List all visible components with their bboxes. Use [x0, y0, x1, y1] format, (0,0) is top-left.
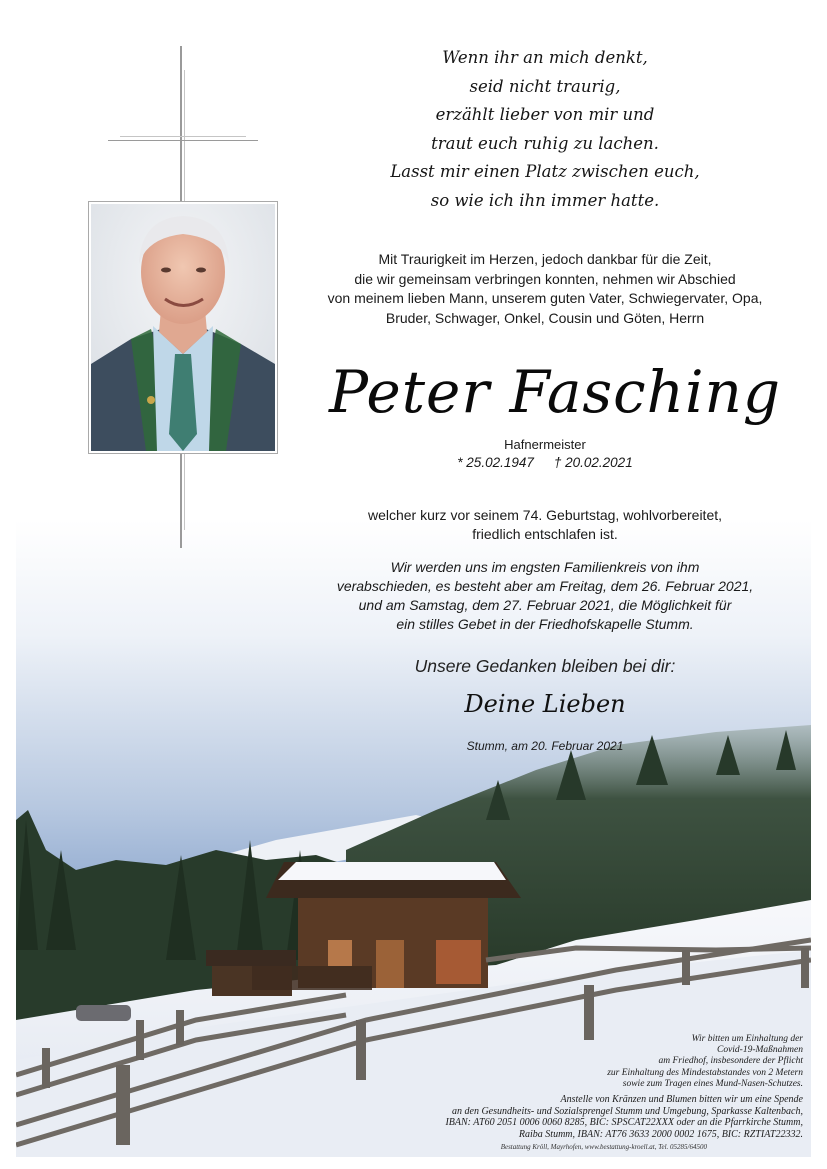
covid-notice	[383, 1034, 803, 1090]
intro-line: Mit Traurigkeit im Herzen, jedoch dankbar für die Zeit,	[378, 251, 712, 267]
poem-line: traut euch ruhig zu lachen.	[431, 133, 659, 153]
farewell-line: ein stilles Gebet in der Friedhofskapelle Stumm.	[396, 616, 694, 632]
farewell-line: Wir werden uns im engsten Familienkreis von ihm	[390, 559, 700, 575]
loved-ones-signature: Deine Lieben	[464, 690, 626, 718]
poem-line: Lasst mir einen Platz zwischen euch,	[390, 162, 700, 181]
intro-text	[300, 250, 790, 328]
portrait-photo	[88, 201, 278, 454]
donation-line: an den Gesundheits- und Sozialsprengel Stumm und Umgebung, Sparkasse Kaltenbach,	[452, 1105, 803, 1117]
death-date: † 20.02.2021	[553, 455, 633, 470]
farewell-line: verabschieden, es besteht aber am Freitag, dem 26. Februar 2021,	[336, 578, 754, 594]
poem-line: so wie ich ihn immer hatte.	[430, 190, 660, 210]
donation-notice	[303, 1094, 803, 1140]
deceased-name: Peter Fasching	[328, 358, 782, 426]
intro-line: von meinem lieben Mann, unserem guten Vater, Schwiegervater, Opa,	[327, 290, 763, 306]
covid-line: Covid-19-Maßnahmen	[716, 1045, 803, 1056]
farewell-line: und am Samstag, dem 27. Februar 2021, die Möglichkeit für	[358, 597, 732, 613]
poem-line: Wenn ihr an mich denkt,	[442, 48, 648, 67]
profession: Hafnermeister	[504, 437, 586, 452]
thoughts-line: Unsere Gedanken bleiben bei dir:	[414, 656, 676, 676]
covid-line: Wir bitten um Einhaltung der	[691, 1034, 803, 1044]
poem-line: erzählt lieber von mir und	[435, 105, 655, 124]
donation-line: IBAN: AT60 2051 0006 0060 8285, BIC: SPSCAT22XXX oder an die Pfarrkirche Stumm,	[445, 1117, 803, 1128]
covid-line: sowie zum Tragen eines Mund-Nasen-Schutzes.	[622, 1078, 803, 1089]
place-and-date: Stumm, am 20. Februar 2021	[466, 739, 624, 753]
passed-line: friedlich entschlafen ist.	[472, 526, 618, 542]
portrait-image	[91, 204, 275, 451]
donation-line: Raiba Stumm, IBAN: AT76 3633 2000 0002 1675, BIC: RZTIAT22332.	[518, 1128, 803, 1140]
poem	[330, 44, 760, 215]
birth-date: * 25.02.1947	[457, 455, 534, 470]
covid-line: am Friedhof, insbesondere der Pflicht	[658, 1056, 803, 1067]
passed-text	[320, 506, 770, 544]
donation-line: Anstelle von Kränzen und Blumen bitten wir um eine Spende	[560, 1094, 803, 1105]
life-dates	[380, 454, 710, 471]
intro-line: die wir gemeinsam verbringen konnten, nehmen wir Abschied	[354, 270, 736, 287]
intro-line: Bruder, Schwager, Onkel, Cousin und Göten, Herrn	[385, 309, 705, 326]
funeral-home-footer: Bestattung Kröll, Mayrhofen, www.bestattung-kroell.at, Tel. 05285/64500	[500, 1143, 707, 1151]
passed-line: welcher kurz vor seinem 74. Geburtstag, wohlvorbereitet,	[367, 507, 723, 523]
covid-line: zur Einhaltung des Mindestabstandes von 2 Metern	[607, 1067, 803, 1078]
poem-line: seid nicht traurig,	[469, 76, 621, 96]
farewell-text	[300, 558, 790, 634]
